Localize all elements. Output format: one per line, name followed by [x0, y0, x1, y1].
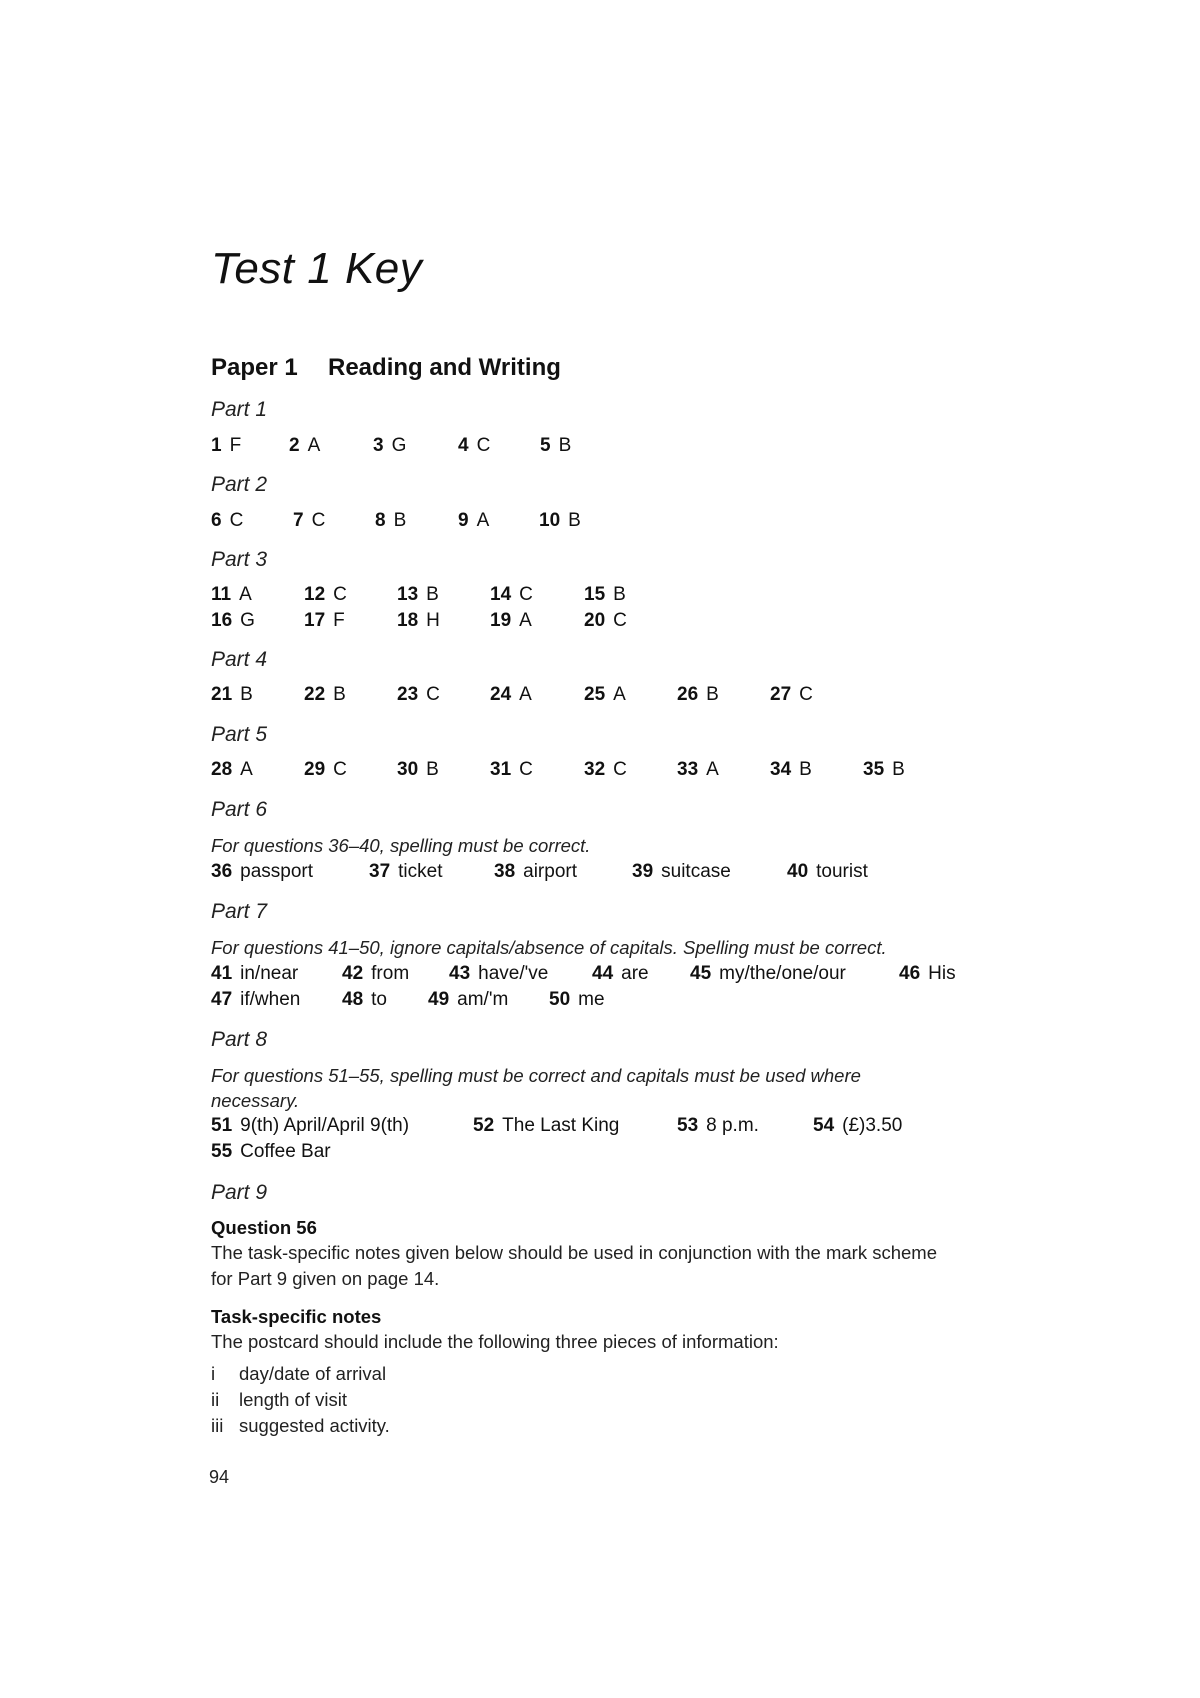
- answer-item: 16 G: [211, 610, 255, 631]
- answer-item: 6 C: [211, 510, 244, 531]
- answer-item: 33 A: [677, 759, 719, 780]
- answer-item: 49 am/'m: [428, 989, 509, 1010]
- answer-item: 41 in/near: [211, 963, 299, 984]
- part-2-heading: Part 2: [211, 473, 268, 496]
- answer-item: 40 tourist: [787, 861, 868, 882]
- answer-item: 47 if/when: [211, 989, 301, 1010]
- answer-item: 48 to: [342, 989, 387, 1010]
- answer-item: 29 C: [304, 759, 347, 780]
- answer-item: 32 C: [584, 759, 627, 780]
- answer-item: 17 F: [304, 610, 345, 631]
- answer-item: 10 B: [539, 510, 581, 531]
- part-6-instruction: For questions 36–40, spelling must be correct.: [211, 835, 591, 856]
- answer-item: 39 suitcase: [632, 861, 731, 882]
- part-9-heading: Part 9: [211, 1181, 268, 1204]
- part-4-heading: Part 4: [211, 648, 268, 671]
- answer-item: 50 me: [549, 989, 605, 1010]
- answer-item: 45 my/the/one/our: [690, 963, 846, 984]
- answer-item: 28 A: [211, 759, 253, 780]
- task-note-item: i day/date of arrival: [211, 1363, 387, 1384]
- part-9-intro: The task-specific notes given below should be used in conjunction with the mark scheme for Part 9 given on page 14.: [211, 1242, 937, 1289]
- part-8-heading: Part 8: [211, 1028, 268, 1051]
- answer-item: 26 B: [677, 684, 719, 705]
- answer-item: 9 A: [458, 510, 490, 531]
- answer-item: 36 passport: [211, 861, 314, 882]
- answer-item: 12 C: [304, 584, 347, 605]
- answer-item: 38 airport: [494, 861, 577, 882]
- part-8-instruction-line-1: For questions 51–55, spelling must be correct and capitals must be used where: [211, 1065, 861, 1086]
- answer-item: 34 B: [770, 759, 812, 780]
- answer-item: 43 have/'ve: [449, 963, 549, 984]
- answer-item: 24 A: [490, 684, 532, 705]
- answer-item: 11 A: [211, 584, 252, 605]
- paper-heading: [211, 354, 561, 382]
- answer-item: 5 B: [540, 435, 572, 456]
- answer-item: 46 His: [899, 963, 956, 984]
- answer-item: 35 B: [863, 759, 905, 780]
- answer-item: 53 8 p.m.: [677, 1115, 759, 1136]
- answer-item: 2 A: [289, 435, 321, 456]
- page-number: 94: [209, 1467, 230, 1487]
- answer-item: 7 C: [293, 510, 326, 531]
- answer-item: 25 A: [584, 684, 626, 705]
- part-7-heading: Part 7: [211, 900, 268, 923]
- task-note-item: ii length of visit: [211, 1389, 347, 1410]
- answer-item: 51 9(th) April/April 9(th): [211, 1115, 410, 1136]
- answer-item: 13 B: [397, 584, 439, 605]
- answer-item: 18 H: [397, 610, 440, 631]
- page-title: Test 1 Key: [211, 244, 423, 293]
- task-note-item: iii suggested activity.: [211, 1415, 390, 1436]
- answer-item: 22 B: [304, 684, 346, 705]
- question-56-heading: Question 56: [211, 1217, 317, 1238]
- answer-item: 31 C: [490, 759, 533, 780]
- part-3-heading: Part 3: [211, 548, 268, 571]
- answer-item: 8 B: [375, 510, 407, 531]
- answer-item: 42 from: [342, 963, 410, 984]
- answer-item: 52 The Last King: [473, 1115, 620, 1136]
- part-1-heading: Part 1: [211, 398, 268, 421]
- answer-item: 1 F: [211, 435, 242, 456]
- answer-item: 23 C: [397, 684, 440, 705]
- answer-item: 20 C: [584, 610, 627, 631]
- task-notes-intro: The postcard should include the following three pieces of information:: [211, 1331, 779, 1352]
- answer-item: 27 C: [770, 684, 813, 705]
- answer-item: 37 ticket: [369, 861, 443, 882]
- answer-item: 3 G: [373, 435, 407, 456]
- part-7-instruction: For questions 41–50, ignore capitals/absence of capitals. Spelling must be correct.: [211, 937, 887, 958]
- part-5-heading: Part 5: [211, 723, 268, 746]
- answer-item: 14 C: [490, 584, 533, 605]
- answer-item: 21 B: [211, 684, 253, 705]
- paper-number: Paper 1: [211, 354, 298, 381]
- answer-item: 15 B: [584, 584, 626, 605]
- answer-item: 55 Coffee Bar: [211, 1141, 331, 1162]
- answer-item: 54 (£)3.50: [813, 1115, 903, 1136]
- part-6-heading: Part 6: [211, 798, 268, 821]
- task-notes-heading: Task-specific notes: [211, 1306, 382, 1327]
- paper-name: Reading and Writing: [328, 354, 561, 381]
- answer-item: 4 C: [458, 435, 491, 456]
- answer-item: 30 B: [397, 759, 439, 780]
- answer-item: 19 A: [490, 610, 532, 631]
- answer-item: 44 are: [592, 963, 649, 984]
- part-8-instruction-line-2: necessary.: [211, 1090, 300, 1111]
